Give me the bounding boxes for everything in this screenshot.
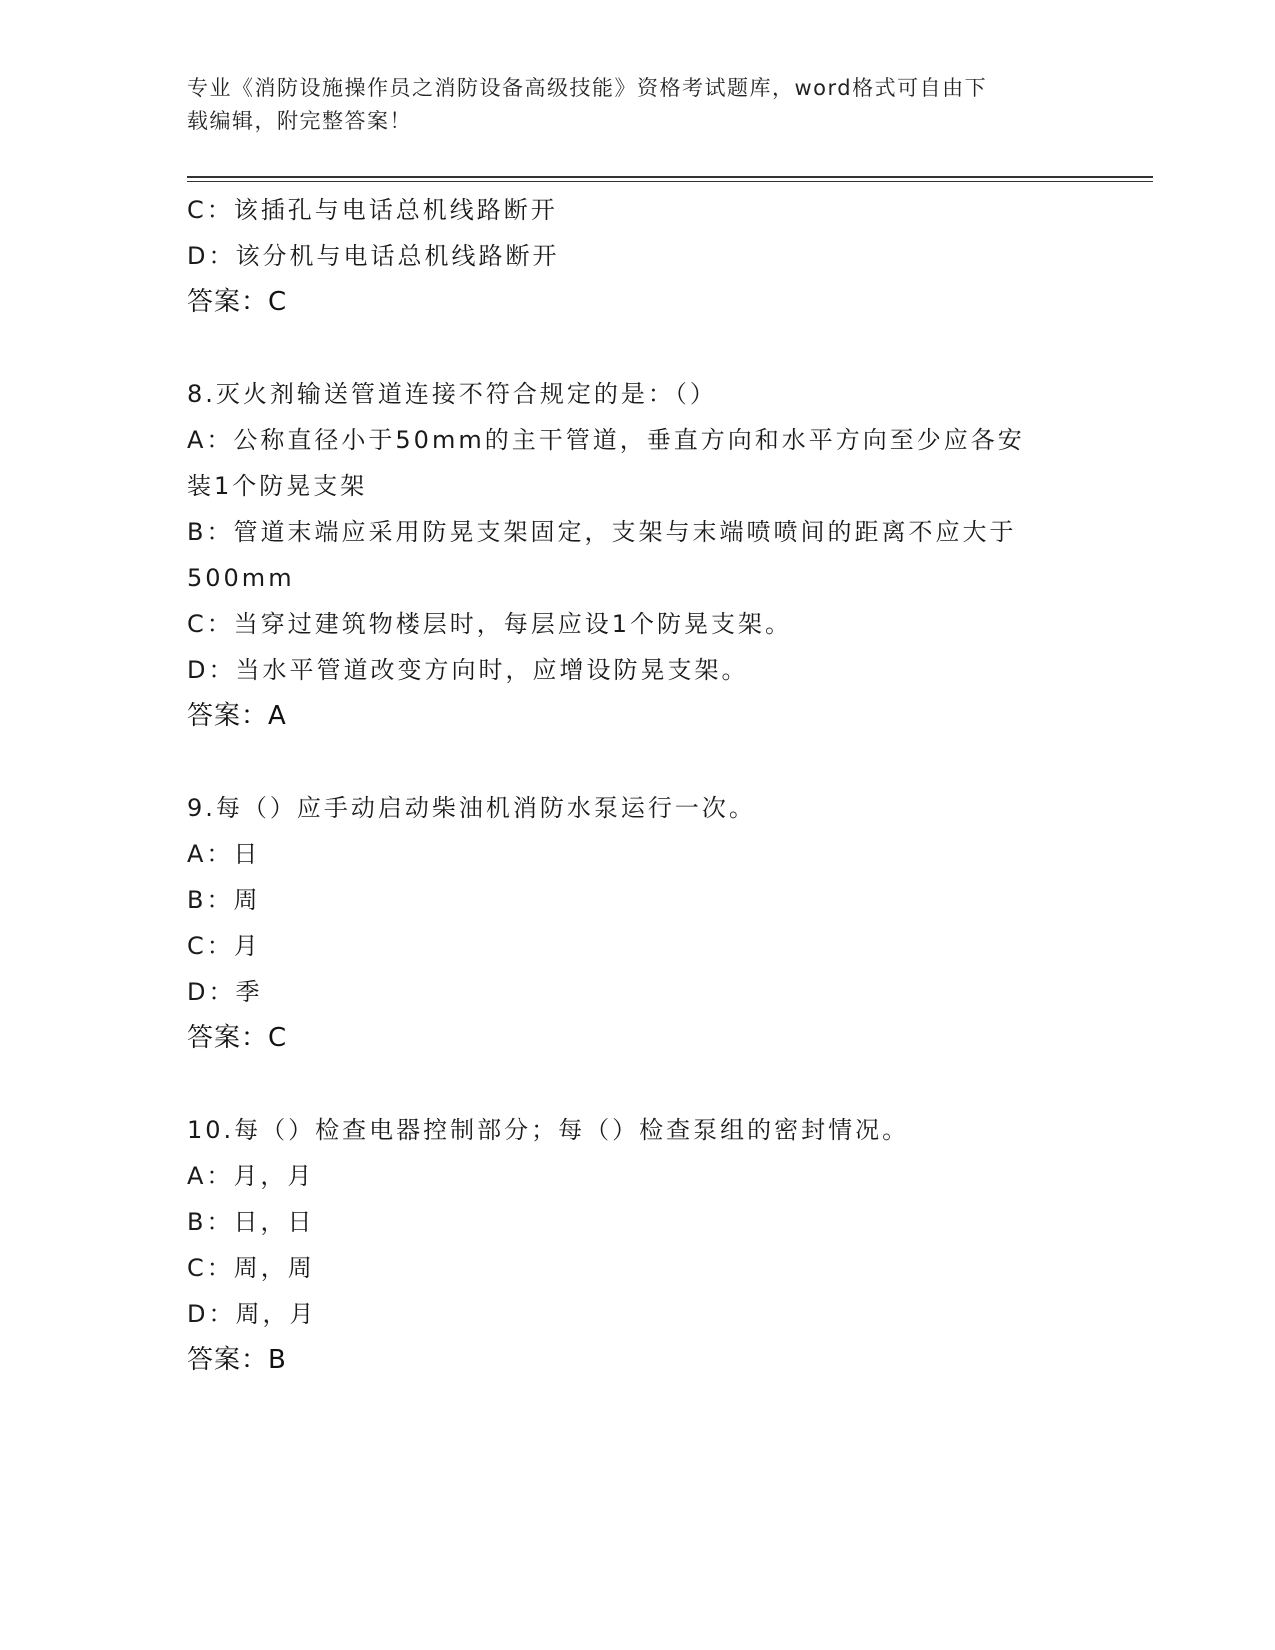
question-stem: 8.灭火剂输送管道连接不符合规定的是：（）	[187, 380, 717, 408]
answer-line: 答案：B	[187, 1345, 287, 1375]
option-c: C：该插孔与电话总机线路断开	[187, 196, 558, 224]
option-c: C：当穿过建筑物楼层时，每层应设1个防晃支架。	[187, 610, 793, 638]
answer-line: 答案：C	[187, 1023, 288, 1053]
option-b: B：管道末端应采用防晃支架固定，支架与末端喷喷间的距离不应大于	[187, 518, 1017, 546]
header-divider-thick	[187, 176, 1153, 178]
option-a: A：月，月	[187, 1162, 315, 1190]
option-c: C：月	[187, 932, 261, 960]
header-line-2: 载编辑，附完整答案！	[187, 109, 412, 133]
question-10	[187, 1107, 1087, 1383]
option-d: D：当水平管道改变方向时，应增设防晃支架。	[187, 656, 749, 684]
question-list	[187, 187, 1087, 1383]
option-d: D：该分机与电话总机线路断开	[187, 242, 560, 270]
option-c: C：周，周	[187, 1254, 315, 1282]
option-b-continued: 500mm	[187, 564, 295, 592]
option-a: A：公称直径小于50mm的主干管道，垂直方向和水平方向至少应各安	[187, 426, 1025, 454]
answer-line: 答案：C	[187, 287, 288, 317]
header-line-1: 专业《消防设施操作员之消防设备高级技能》资格考试题库，word格式可自由下	[187, 76, 988, 100]
option-a-continued: 装1个防晃支架	[187, 472, 368, 500]
answer-line: 答案：A	[187, 701, 287, 731]
option-a: A：日	[187, 840, 261, 868]
option-b: B：周	[187, 886, 261, 914]
question-stem: 9.每（）应手动启动柴油机消防水泵运行一次。	[187, 794, 756, 822]
question-7-continued	[187, 187, 1087, 325]
option-d: D：周，月	[187, 1300, 317, 1328]
question-stem: 10.每（）检查电器控制部分；每（）检查泵组的密封情况。	[187, 1116, 910, 1144]
question-9	[187, 785, 1087, 1061]
header-divider-thin	[187, 181, 1153, 182]
document-header	[187, 72, 1087, 138]
question-8	[187, 371, 1087, 739]
option-b: B：日，日	[187, 1208, 315, 1236]
option-d: D：季	[187, 978, 263, 1006]
